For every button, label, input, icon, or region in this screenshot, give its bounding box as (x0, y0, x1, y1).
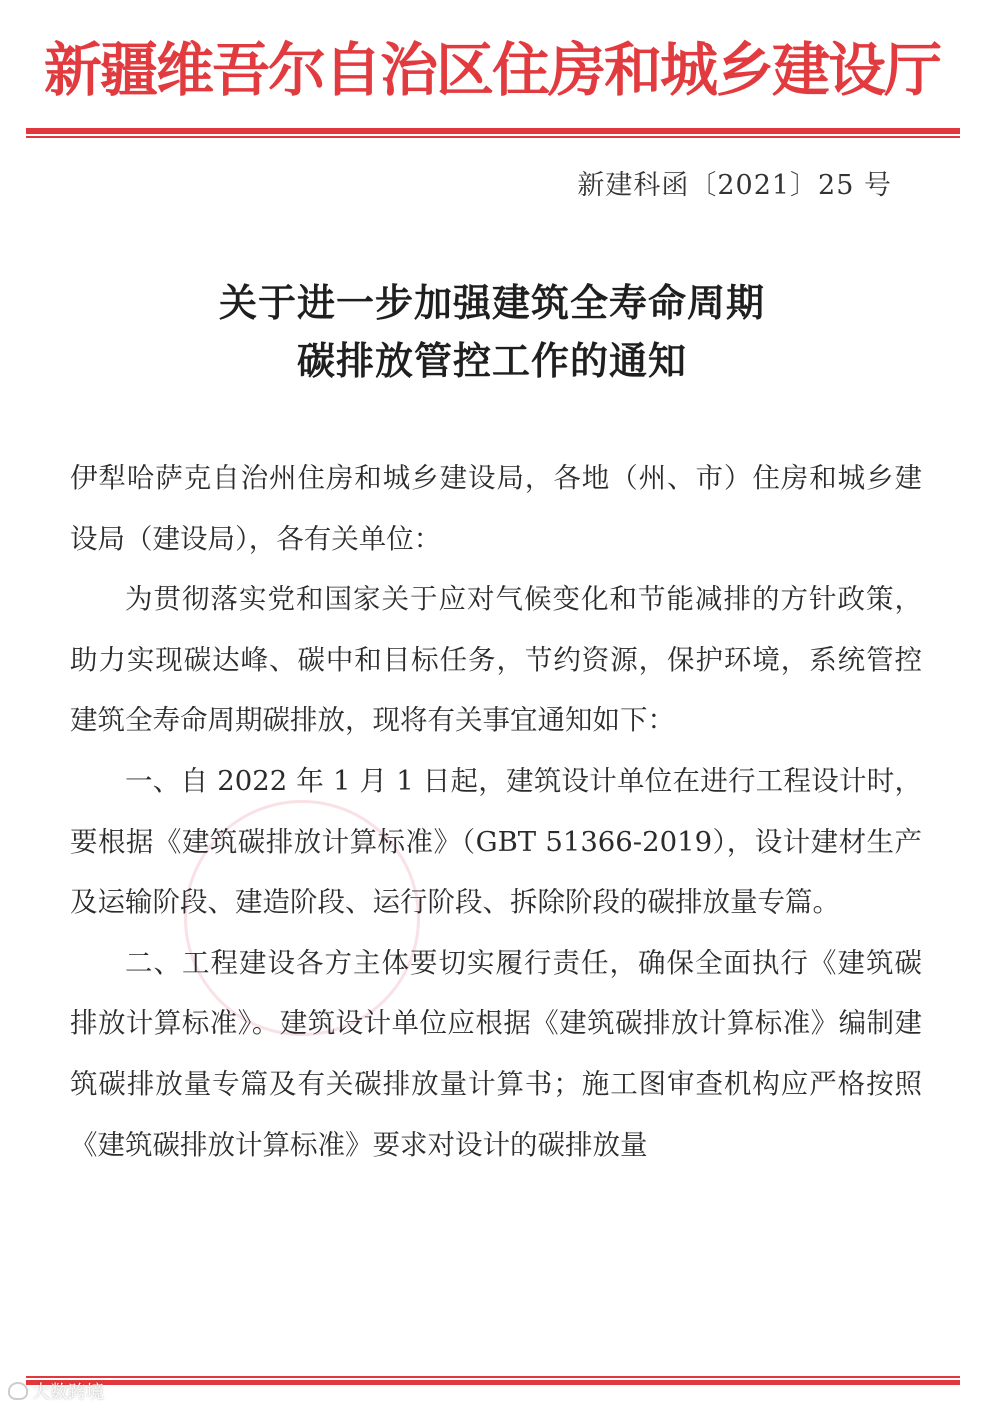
document-title-line-2: 碳排放管控工作的通知 (296, 338, 687, 383)
watermark (8, 1378, 104, 1404)
footer-divider (26, 1376, 960, 1386)
document-number: 新建科函〔2021〕25 号 (577, 170, 892, 201)
watermark-logo-icon (8, 1382, 28, 1400)
issuer-masthead: 新疆维吾尔自治区住房和城乡建设厅 (43, 36, 940, 104)
paragraph-item-2: 二、工程建设各方主体要切实履行责任，确保全面执行《建筑碳排放计算标准》。建筑设计单位应根据《建筑碳排放计算标准》编制建筑碳排放量专篇及有关碳排放量计算书；施工图审查机构应严格按照《建筑碳排放计算标准》要求对设计的碳排放量 (70, 946, 922, 1161)
document-title-line-1: 关于进一步加强建筑全寿命周期 (218, 280, 765, 325)
footer-divider-thin (26, 1376, 960, 1378)
paragraph-intro: 为贯彻落实党和国家关于应对气候变化和节能减排的方针政策，助力实现碳达峰、碳中和目标任务，节约资源，保护环境，系统管控建筑全寿命周期碳排放，现将有关事宜通知如下： (70, 583, 922, 737)
paragraph-item-1: 一、自 2022 年 1 月 1 日起，建筑设计单位在进行工程设计时，要根据《建筑碳排放计算标准》（GBT 51366-2019），设计建材生产及运输阶段、建造阶段、运行阶段、拆除阶段的碳排放量专篇。 (70, 764, 922, 919)
document-body (70, 448, 922, 1175)
watermark-text: 大数跨境 (32, 1382, 104, 1403)
header-divider-thin (26, 136, 960, 138)
header-divider (26, 128, 960, 139)
header-divider-thick (26, 128, 960, 134)
salutation: 伊犁哈萨克自治州住房和城乡建设局，各地（州、市）住房和城乡建设局（建设局），各有关单位： (70, 462, 922, 555)
footer-divider-thick (26, 1380, 960, 1385)
